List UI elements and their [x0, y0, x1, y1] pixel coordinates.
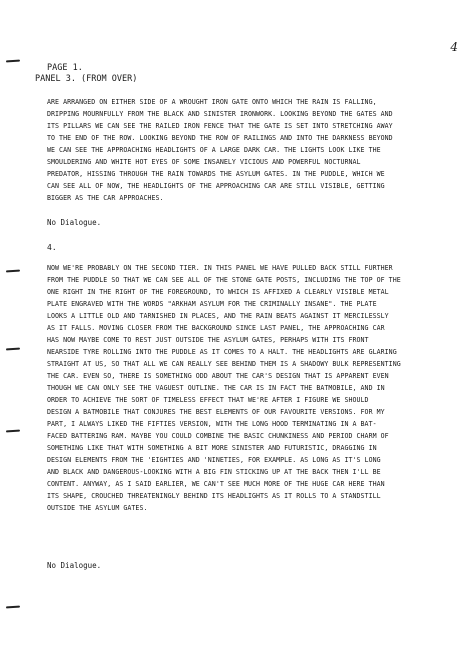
text-line: STRAIGHT AT US, SO THAT ALL WE CAN REALLY SEE BEHIND THEM IS A SHADOWY BULK REPRESENTING	[47, 360, 401, 368]
text-line: AND BLACK AND DANGEROUS-LOOKING WITH A BIG FIN STICKING UP AT THE BACK THEN I'LL BE	[47, 468, 381, 476]
text-line: ITS SHAPE, CROUCHED THREATENINGLY BEHIND ITS HEADLIGHTS AS IT ROLLS TO A STANDSTILL	[47, 492, 381, 500]
text-line: HAS NOW MAYBE COME TO REST JUST OUTSIDE THE ASYLUM GATES, PERHAPS WITH ITS FRONT	[47, 336, 369, 344]
text-line: PART, I ALWAYS LIKED THE FIFTIES VERSION, WITH THE LONG HOOD TERMINATING IN A BAT-	[47, 420, 377, 428]
margin-mark	[6, 430, 20, 433]
text-line: DESIGN A BATMOBILE THAT CONJURES THE BEST ELEMENTS OF OUR FAVOURITE VERSIONS. FOR MY	[47, 408, 385, 416]
panel-3-description	[47, 96, 452, 204]
text-line: PLATE ENGRAVED WITH THE WORDS "ARKHAM ASYLUM FOR THE CRIMINALLY INSANE". THE PLATE	[47, 300, 377, 308]
text-line: OUTSIDE THE ASYLUM GATES.	[47, 504, 148, 512]
text-line: ITS PILLARS WE CAN SEE THE RAILED IRON FENCE THAT THE GATE IS SET INTO STRETCHING AWAY	[47, 122, 393, 130]
text-line: SOMETHING LIKE THAT WITH SOMETHING A BIT MORE SINISTER AND FUTURISTIC, DRAGGING IN	[47, 444, 377, 452]
text-line: THE CAR. EVEN SO, THERE IS SOMETHING ODD ABOUT THE CAR'S DESIGN THAT IS APPARENT EVEN	[47, 372, 389, 380]
text-line: SMOULDERING AND WHITE HOT EYES OF SOME INSANELY VICIOUS AND POWERFUL NOCTURNAL	[47, 158, 361, 166]
no-dialogue-note: No Dialogue.	[47, 561, 102, 570]
text-line: TO THE END OF THE ROW. LOOKING BEYOND THE ROW OF RAILINGS AND INTO THE DARKNESS BEYOND	[47, 134, 393, 142]
text-line: DRIPPING MOURNFULLY FROM THE BLACK AND SINISTER IRONWORK. LOOKING BEYOND THE GATES AND	[47, 110, 393, 118]
text-line: FACED BATTERING RAM. MAYBE YOU COULD COMBINE THE BASIC CHUNKINESS AND PERIOD CHARM OF	[47, 432, 389, 440]
text-line: PREDATOR, HISSING THROUGH THE RAIN TOWARDS THE ASYLUM GATES. IN THE PUDDLE, WHICH WE	[47, 170, 385, 178]
margin-mark	[6, 270, 20, 273]
page-label: PAGE 1.	[47, 63, 83, 73]
text-line: ARE ARRANGED ON EITHER SIDE OF A WROUGHT IRON GATE ONTO WHICH THE RAIN IS FALLING,	[47, 98, 377, 106]
margin-mark	[6, 348, 20, 351]
panel-4-description	[47, 262, 452, 514]
text-line: NEARSIDE TYRE ROLLING INTO THE PUDDLE AS IT COMES TO A HALT. THE HEADLIGHTS ARE GLARING	[47, 348, 397, 356]
text-line: DESIGN ELEMENTS FROM THE 'EIGHTIES AND 'NINETIES, FOR EXAMPLE. AS LONG AS IT'S LONG	[47, 456, 381, 464]
page-number: 4	[450, 40, 458, 54]
text-line: NOW WE'RE PROBABLY ON THE SECOND TIER. IN THIS PANEL WE HAVE PULLED BACK STILL FURTHER	[47, 264, 393, 272]
text-line: FROM THE PUDDLE SO THAT WE CAN SEE ALL OF THE STONE GATE POSTS, INCLUDING THE TOP OF THE	[47, 276, 401, 284]
no-dialogue-note: No Dialogue.	[47, 218, 102, 227]
margin-mark	[6, 606, 20, 609]
text-line: AS IT FALLS. MOVING CLOSER FROM THE BACKGROUND SINCE LAST PANEL, THE APPROACHING CAR	[47, 324, 385, 332]
panel-number: 4.	[47, 243, 57, 252]
script-header	[35, 63, 138, 85]
text-line: CAN SEE ALL OF NOW, THE HEADLIGHTS OF THE APPROACHING CAR ARE STILL VISIBLE, GETTING	[47, 182, 385, 190]
panel-label: PANEL 3. (FROM OVER)	[35, 74, 138, 84]
text-line: ONE RIGHT IN THE RIGHT OF THE FOREGROUND, TO WHICH IS AFFIXED A CLEARLY VISIBLE METAL	[47, 288, 389, 296]
text-line: BIGGER AS THE CAR APPROACHES.	[47, 194, 164, 202]
text-line: LOOKS A LITTLE OLD AND TARNISHED IN PLACES, AND THE RAIN BEATS AGAINST IT MERCILESSLY	[47, 312, 389, 320]
margin-mark	[6, 60, 20, 63]
text-line: WE CAN SEE THE APPROACHING HEADLIGHTS OF A LARGE DARK CAR. THE LIGHTS LOOK LIKE THE	[47, 146, 381, 154]
text-line: ORDER TO ACHIEVE THE SORT OF TIMELESS EFFECT THAT WE'RE AFTER I FIGURE WE SHOULD	[47, 396, 369, 404]
text-line: CONTENT. ANYWAY, AS I SAID EARLIER, WE CAN'T SEE MUCH MORE OF THE HUGE CAR HERE THAN	[47, 480, 385, 488]
text-line: THOUGH WE CAN ONLY SEE THE VAGUEST OUTLINE. THE CAR IS IN FACT THE BATMOBILE, AND IN	[47, 384, 385, 392]
